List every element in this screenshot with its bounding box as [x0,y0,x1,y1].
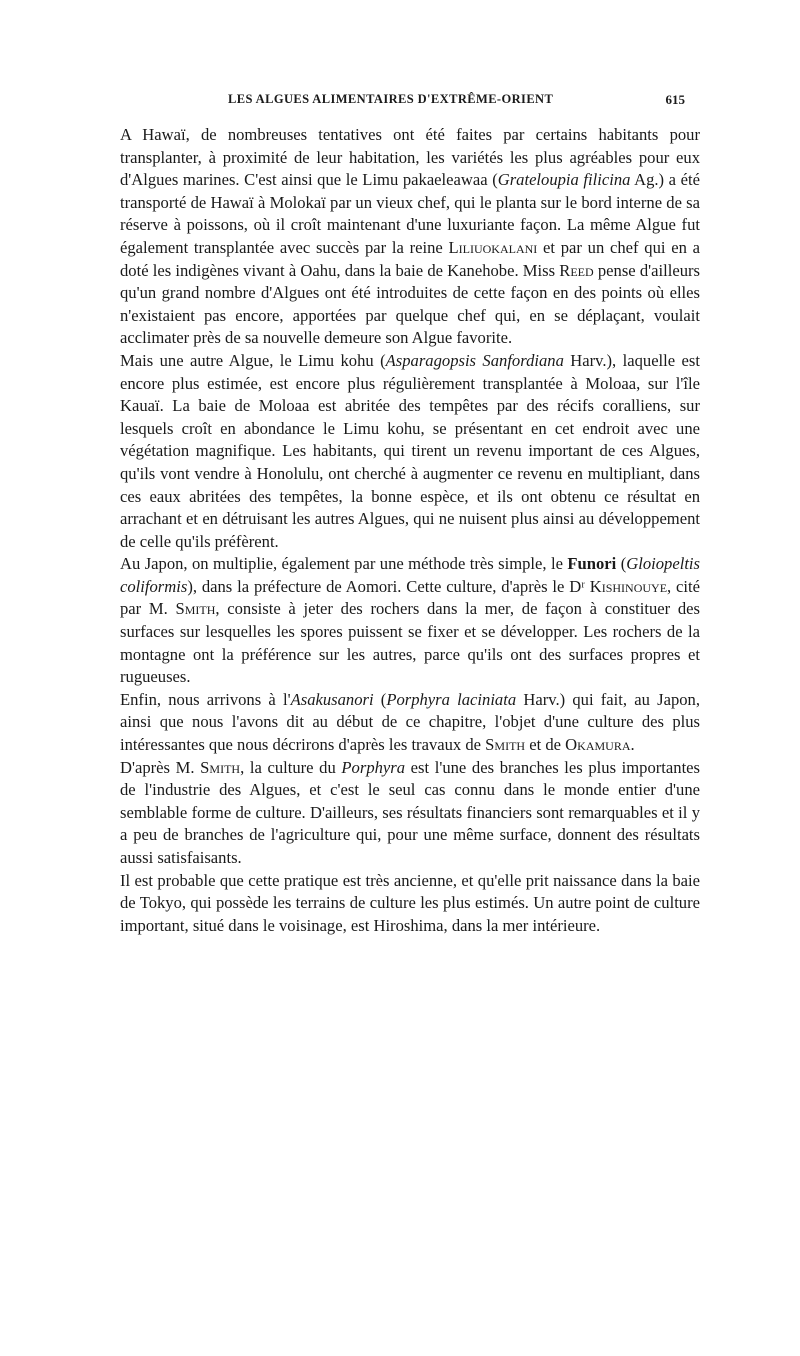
smallcaps-text-run: Kishinouye [589,576,668,596]
page-number: 615 [665,92,685,107]
text-run: et de [525,735,566,755]
paragraph [120,124,700,350]
italic-text-run: Porphyra laciniata [386,689,517,709]
text-run: , la culture du [240,757,342,777]
paragraph [120,870,700,938]
smallcaps-text-run: Smith [485,735,526,755]
text-run: est l'une des branches les plus importantes de l'industrie des Algues, et c'est le seul cas connu dans le monde entier d'une semblable forme de culture. D'ailleurs, ses résultats financiers sont remarquables et il y a peu de branches de l'agriculture qui, pour une même surface, donnent des résultats aussi satisfaisants. [120,757,701,867]
text-run: , cité par M. [120,576,700,619]
smallcaps-text-run: Okamura [565,735,631,755]
smallcaps-text-run: Reed [559,260,594,280]
text-run: Au Japon, on multiplie, également par une méthode très simple, le [120,554,568,574]
text-run: , consiste à jeter des rochers dans la mer, de façon à constituer des surfaces sur lesquelles les spores puissent se fixer et se développer. Les rochers de la montagne ont la préférence sur les autres, parce qu'ils ont des surfaces propres et rugueuses. [120,599,700,687]
text-run: Harv.) qui fait, au Japon, ainsi que nous l'avons dit au début de ce chapitre, l'objet d'une culture des plus intéressantes que nous décrirons d'après les travaux de [120,689,700,755]
italic-text-run: Asparagopsis Sanfordiana [385,350,564,370]
smallcaps-text-run: Smith [175,599,216,619]
text-run: Ag.) a été transporté de Hawaï à Molokaï par un vieux chef, qui le planta sur le bord interne de sa réserve à poissons, où il croît maintenant d'une luxuriante façon. La même Algue fut également transplantée avec succès par la reine [120,170,700,257]
text-run: D'après M. [120,757,201,777]
smallcaps-text-run: Liliuokalani [448,237,538,257]
paragraph [120,350,700,553]
page-header [120,92,685,112]
text-run: Enfin, nous arrivons à l' [120,689,291,709]
smallcaps-text-run: Smith [200,757,241,777]
body-text [120,124,700,937]
text-run: Harv.), laquelle est encore plus estimée, est encore plus régulièrement transplantée à Moloaa, sur l'île Kauaï. La baie de Moloaa est abritée des tempêtes par des récifs coralliens, sur lesquels croît en abondance le Limu kohu, se présentant en cet endroit avec une végétation magnifique. Les habitants, qui tirent un revenu important de ces Algues, qu'ils vont vendre à Honolulu, ont cherché à augmenter ce revenu en multipliant, dans ces eaux abritées des tempêtes, la bonne espèce, et ils ont obtenu ce résultat en arrachant et en détruisant les autres Algues, qui ne nuisent plus ainsi au développement de celle qu'ils préfèrent. [120,350,700,551]
running-title: LES ALGUES ALIMENTAIRES D'EXTRÊME-ORIENT [228,92,554,106]
paragraph [120,757,700,870]
paragraph [120,689,700,757]
text-run: Il est probable que cette pratique est très ancienne, et qu'elle prit naissance dans la baie de Tokyo, qui possède les terrains de culture les plus estimés. Un autre point de culture important, situé dans le voisinage, est Hiroshima, dans la mer intérieure. [120,870,700,935]
text-run: ( [616,554,627,574]
text-run: Mais une autre Algue, le Limu kohu ( [120,350,386,370]
text-run: pense d'ailleurs qu'un grand nombre d'Algues ont été introduites de cette façon en des points où elles n'existaient pas encore, apportées par quelque chef qui, en se déplaçant, voulait acclimater près de sa nouvelle demeure son Algue favorite. [120,260,700,348]
text-run: et par un chef qui en a doté les indigènes vivant à Oahu, dans la baie de Kanehobe. Miss [120,237,700,280]
italic-text-run: Porphyra [341,757,406,777]
bold-text-run: Funori [567,554,617,574]
italic-text-run: Gloiopeltis coliformis [120,554,700,596]
text-run: . [630,735,635,755]
text-run: A Hawaï, de nombreuses tentatives ont été faites par certains habitants pour transplanter, à proximité de leur habitation, les variétés les plus agréables pour eux d'Algues marines. C'est ainsi que le Limu pakaeleawaa ( [120,125,700,190]
paragraph [120,553,700,689]
italic-text-run: Asakusanori [290,689,374,709]
text-run: ), dans la préfecture de Aomori. Cette culture, d'après le Dʳ [187,576,590,596]
text-run: ( [373,689,387,709]
italic-text-run: Grateloupia filicina [497,170,631,190]
